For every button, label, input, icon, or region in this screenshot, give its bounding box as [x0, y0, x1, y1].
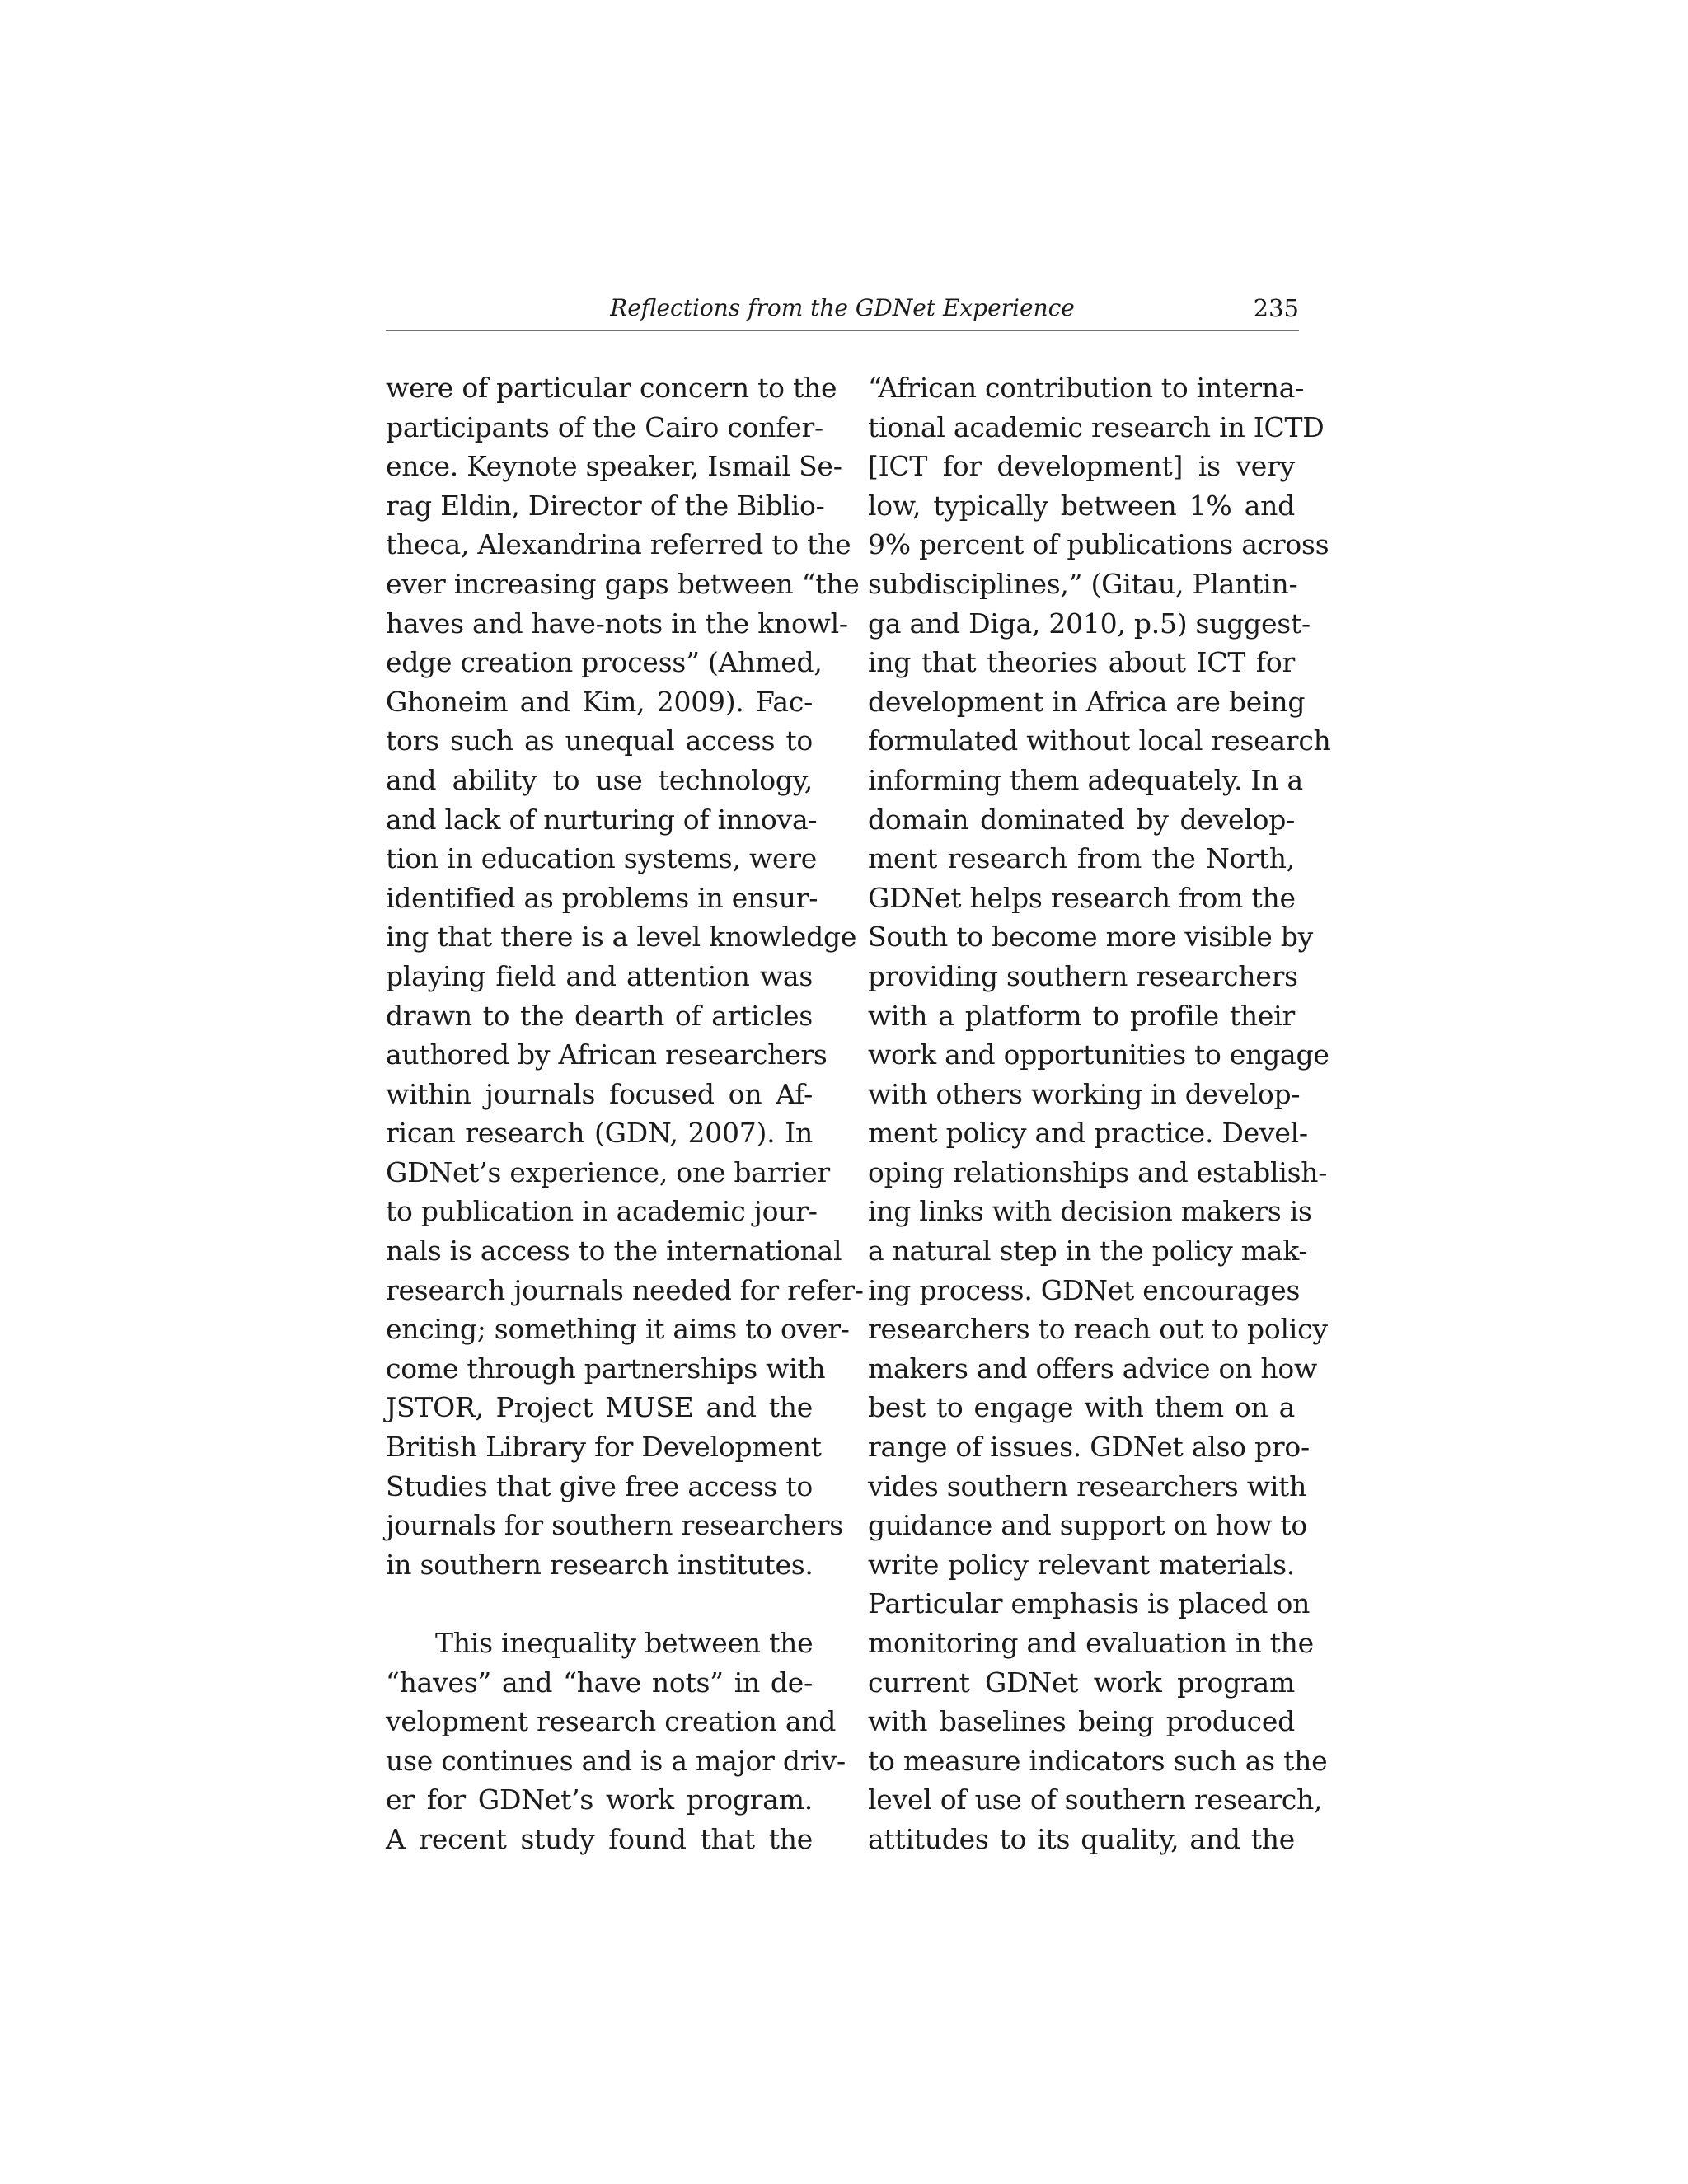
page-number: 235	[1253, 294, 1299, 322]
running-head	[386, 290, 1299, 331]
text-line: domain dominated by develop-	[868, 803, 1295, 836]
text-line: in southern research institutes.	[386, 1548, 814, 1581]
text-line: rican research (GDN, 2007). In	[386, 1117, 813, 1150]
text-line: vides southern researchers with	[868, 1469, 1307, 1502]
text-line: British Library for Development	[386, 1431, 822, 1464]
text-line: low, typically between 1% and	[868, 489, 1295, 522]
text-line: ing process. GDNet encourages	[868, 1273, 1301, 1306]
text-line: Ghoneim and Kim, 2009). Fac-	[386, 685, 813, 718]
text-line: write policy relevant materials.	[868, 1548, 1295, 1581]
text-line: tional academic research in ICTD	[868, 410, 1325, 443]
text-line: research journals needed for refer-	[386, 1273, 864, 1306]
text-line: range of issues. GDNet also pro-	[868, 1431, 1310, 1464]
text-line: ing that theories about ICT for	[868, 646, 1295, 679]
text-line: GDNet’s experience, one barrier	[386, 1155, 830, 1188]
text-line: ing that there is a level knowledge	[386, 921, 857, 954]
paragraph-gap	[386, 1584, 813, 1624]
text-line: rag Eldin, Director of the Biblio-	[386, 489, 825, 522]
text-line: providing southern researchers	[868, 959, 1298, 992]
text-line: a natural step in the policy mak-	[868, 1235, 1308, 1268]
paragraph-2	[386, 1624, 846, 1859]
text-line: best to engage with them on a	[868, 1391, 1295, 1424]
text-line: Studies that give free access to	[386, 1469, 813, 1502]
text-line: tion in education systems, were	[386, 842, 818, 875]
text-line: monitoring and evaluation in the	[868, 1627, 1314, 1659]
right-column	[868, 368, 1331, 1859]
text-line: formulated without local research	[868, 724, 1331, 757]
text-line: JSTOR, Project MUSE and the	[386, 1391, 813, 1424]
text-line: playing field and attention was	[386, 959, 813, 992]
paragraph-3	[868, 368, 1331, 1859]
text-line: within journals focused on Af-	[386, 1077, 813, 1110]
text-line: ever increasing gaps between “the	[386, 567, 860, 600]
text-line: with a platform to profile their	[868, 999, 1295, 1032]
text-line: participants of the Cairo confer-	[386, 410, 823, 443]
text-line: journals for southern researchers	[386, 1509, 843, 1542]
text-line: use continues and is a major driv-	[386, 1744, 846, 1777]
text-line: edge creation process” (Ahmed,	[386, 646, 823, 679]
left-column	[386, 368, 864, 1859]
text-line: were of particular concern to the	[386, 372, 837, 404]
text-line: informing them adequately. In a	[868, 763, 1303, 796]
text-line: ment research from the North,	[868, 842, 1295, 875]
text-line: ence. Keynote speaker, Ismail Se-	[386, 450, 842, 483]
text-line: come through partnerships with	[386, 1352, 826, 1385]
text-line: guidance and support on how to	[868, 1509, 1307, 1542]
text-line: A recent study found that the	[386, 1822, 813, 1855]
text-line: er for GDNet’s work program.	[386, 1783, 813, 1816]
text-line: with baselines being produced	[868, 1705, 1295, 1738]
text-line: [ICT for development] is very	[868, 450, 1295, 483]
text-line: work and opportunities to engage	[868, 1038, 1329, 1071]
text-line: nals is access to the international	[386, 1235, 842, 1268]
text-line: researchers to reach out to policy	[868, 1313, 1328, 1346]
text-line: to measure indicators such as the	[868, 1744, 1328, 1777]
text-line: velopment research creation and	[386, 1705, 837, 1738]
text-line: to publication in academic jour-	[386, 1195, 818, 1228]
text-line: theca, Alexandrina referred to the	[386, 528, 851, 561]
text-line: authored by African researchers	[386, 1038, 828, 1071]
text-line: ga and Diga, 2010, p.5) suggest-	[868, 607, 1311, 640]
text-line: development in Africa are being	[868, 685, 1306, 718]
text-line: Particular emphasis is placed on	[868, 1587, 1311, 1620]
text-line: ing links with decision makers is	[868, 1195, 1312, 1228]
text-line: This inequality between the	[435, 1627, 814, 1659]
text-line: tors such as unequal access to	[386, 724, 813, 757]
text-line: and lack of nurturing of innova-	[386, 803, 818, 836]
text-line: encing; something it aims to over-	[386, 1313, 850, 1346]
text-line: and ability to use technology,	[386, 763, 813, 796]
text-line: drawn to the dearth of articles	[386, 999, 813, 1032]
text-line: makers and offers advice on how	[868, 1352, 1317, 1385]
text-line: ment policy and practice. Devel-	[868, 1117, 1308, 1150]
text-line: 9% percent of publications across	[868, 528, 1329, 561]
text-line: current GDNet work program	[868, 1666, 1295, 1699]
text-line: GDNet helps research from the	[868, 881, 1296, 914]
text-line: level of use of southern research,	[868, 1783, 1323, 1816]
paragraph-1	[386, 368, 864, 1584]
text-line: with others working in develop-	[868, 1077, 1301, 1110]
text-line: subdisciplines,” (Gitau, Plantin-	[868, 567, 1298, 600]
text-line: South to become more visible by	[868, 921, 1314, 954]
text-line: haves and have-nots in the knowl-	[386, 607, 848, 640]
text-line: identified as problems in ensur-	[386, 881, 818, 914]
text-line: oping relationships and establish-	[868, 1155, 1328, 1188]
text-line: “African contribution to interna-	[868, 372, 1305, 404]
text-line: attitudes to its quality, and the	[868, 1822, 1295, 1855]
text-line: “haves” and “have nots” in de-	[386, 1666, 813, 1699]
running-title: Reflections from the GDNet Experience	[610, 294, 1075, 321]
